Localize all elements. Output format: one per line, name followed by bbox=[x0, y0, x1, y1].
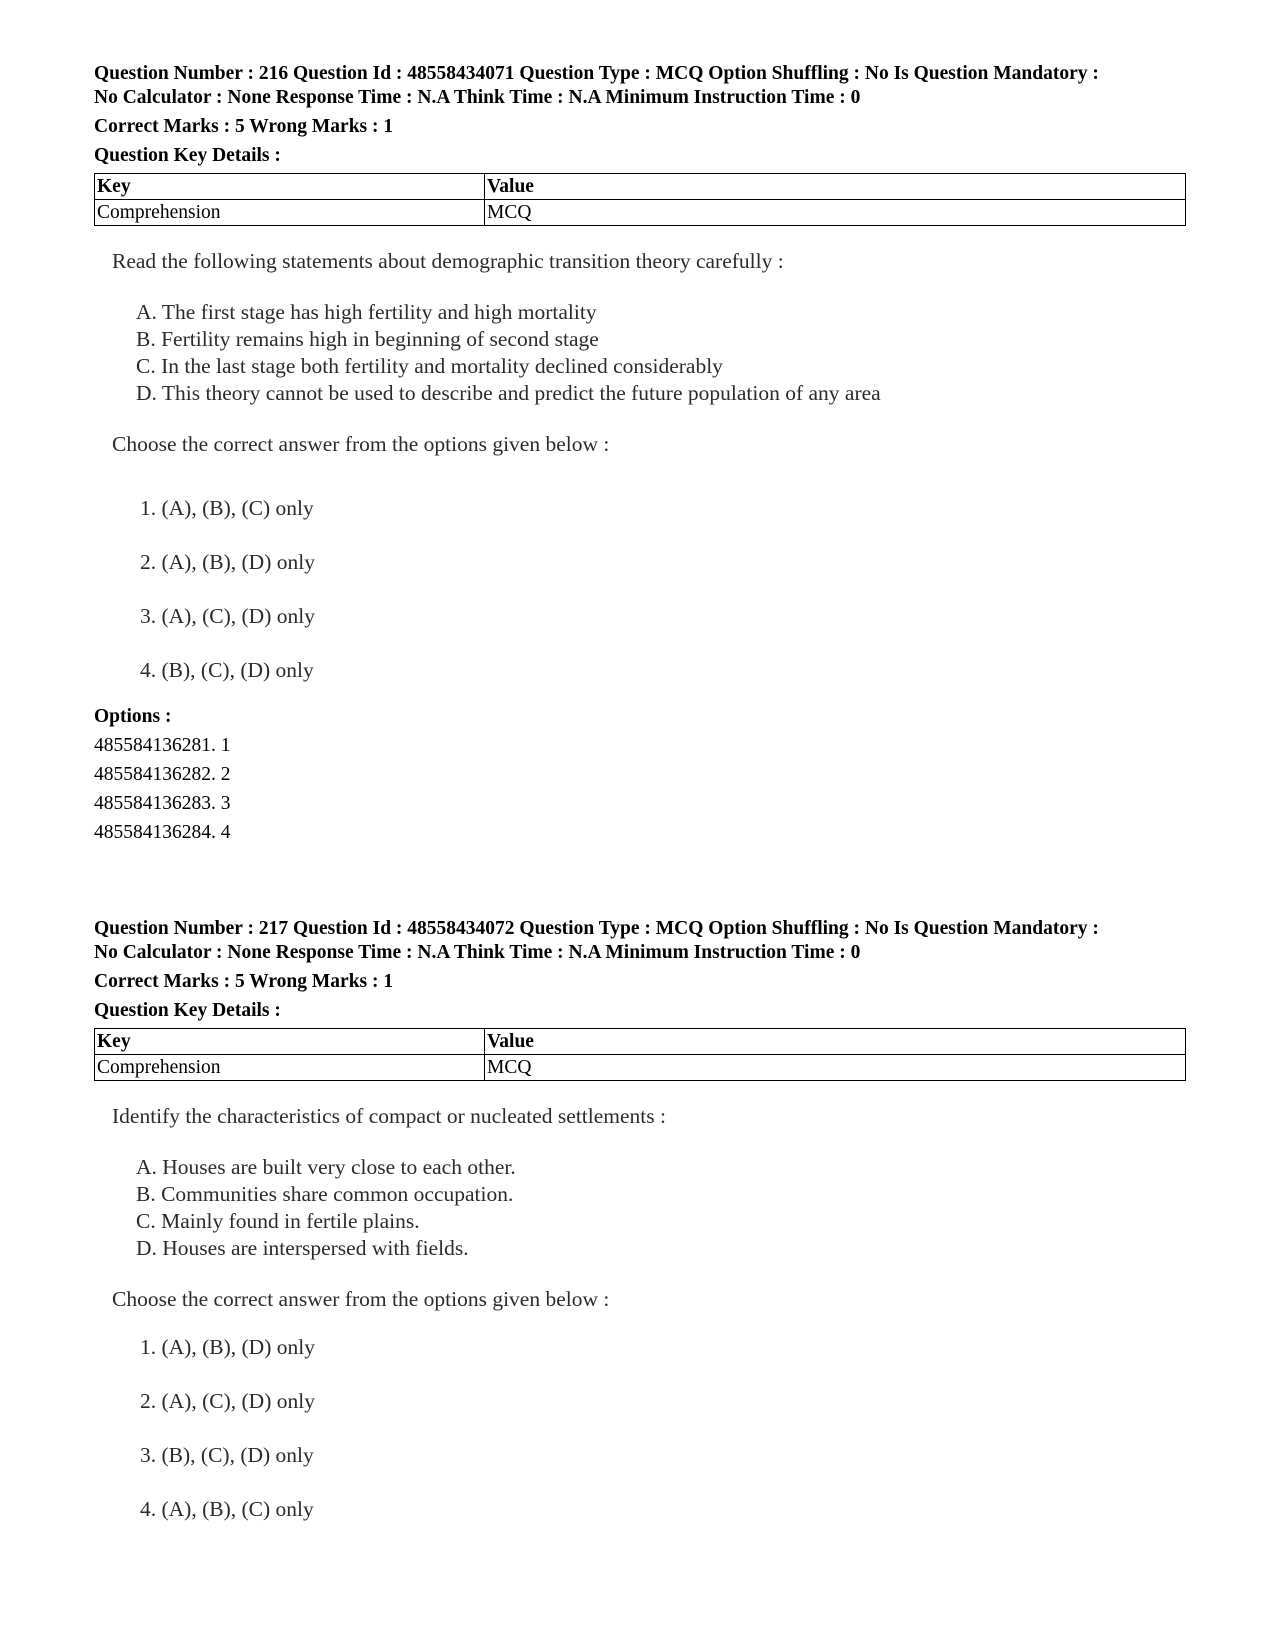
key-table-header-row bbox=[95, 1029, 1186, 1055]
key-column-header: Key bbox=[95, 174, 485, 200]
answer-choice-2: 2. (A), (C), (D) only bbox=[140, 1389, 315, 1413]
value-column-header: Value bbox=[485, 1029, 1186, 1055]
key-details-table bbox=[94, 1028, 1186, 1081]
question-header bbox=[94, 917, 1186, 965]
value-cell: MCQ bbox=[485, 200, 1186, 226]
answer-choice-1: 1. (A), (B), (C) only bbox=[140, 496, 314, 520]
value-column-header: Value bbox=[485, 174, 1186, 200]
option-id-2: 485584136282. 2 bbox=[94, 764, 231, 785]
option-id-4: 485584136284. 4 bbox=[94, 822, 231, 843]
key-cell: Comprehension bbox=[95, 1055, 485, 1081]
answer-choice-3: 3. (B), (C), (D) only bbox=[140, 1443, 314, 1467]
question-header-line1: Question Number : 217 Question Id : 48558434072 Question Type : MCQ Option Shuffling : No Is Question Mandatory : bbox=[94, 918, 1099, 939]
question-marks: Correct Marks : 5 Wrong Marks : 1 bbox=[94, 116, 394, 137]
question-header bbox=[94, 62, 1186, 110]
key-details-label: Question Key Details : bbox=[94, 145, 281, 166]
statement-c: C. In the last stage both fertility and mortality declined considerably bbox=[136, 354, 723, 378]
key-details-table bbox=[94, 173, 1186, 226]
question-header-line2: No Calculator : None Response Time : N.A Think Time : N.A Minimum Instruction Time : 0 bbox=[94, 942, 861, 963]
options-list bbox=[94, 731, 1186, 847]
question-body bbox=[94, 248, 1186, 697]
question-216 bbox=[94, 62, 1186, 847]
statement-a: A. Houses are built very close to each other. bbox=[136, 1155, 516, 1179]
statement-d: D. Houses are interspersed with fields. bbox=[136, 1236, 469, 1260]
question-header-line2: No Calculator : None Response Time : N.A Think Time : N.A Minimum Instruction Time : 0 bbox=[94, 87, 861, 108]
options-label: Options : bbox=[94, 706, 172, 727]
statement-a: A. The first stage has high fertility and high mortality bbox=[136, 300, 597, 324]
question-body bbox=[94, 1103, 1186, 1536]
choose-instruction: Choose the correct answer from the options given below : bbox=[112, 1287, 610, 1311]
key-table-header-row bbox=[95, 174, 1186, 200]
key-cell: Comprehension bbox=[95, 200, 485, 226]
key-column-header: Key bbox=[95, 1029, 485, 1055]
statement-list bbox=[136, 1154, 1186, 1262]
question-stem: Read the following statements about demographic transition theory carefully : bbox=[112, 249, 784, 273]
answer-choice-1: 1. (A), (B), (D) only bbox=[140, 1335, 315, 1359]
question-header-line1: Question Number : 216 Question Id : 48558434071 Question Type : MCQ Option Shuffling : No Is Question Mandatory : bbox=[94, 63, 1099, 84]
option-id-3: 485584136283. 3 bbox=[94, 793, 231, 814]
choose-instruction: Choose the correct answer from the options given below : bbox=[112, 432, 610, 456]
question-stem: Identify the characteristics of compact or nucleated settlements : bbox=[112, 1104, 666, 1128]
key-table-row bbox=[95, 200, 1186, 226]
statement-d: D. This theory cannot be used to describe and predict the future population of any area bbox=[136, 381, 881, 405]
answer-choice-4: 4. (A), (B), (C) only bbox=[140, 1497, 314, 1521]
answer-choice-list bbox=[140, 481, 1186, 697]
answer-choice-3: 3. (A), (C), (D) only bbox=[140, 604, 315, 628]
answer-choice-2: 2. (A), (B), (D) only bbox=[140, 550, 315, 574]
key-details-label: Question Key Details : bbox=[94, 1000, 281, 1021]
key-table-row bbox=[95, 1055, 1186, 1081]
statement-list bbox=[136, 299, 1186, 407]
statement-c: C. Mainly found in fertile plains. bbox=[136, 1209, 420, 1233]
answer-choice-list bbox=[140, 1320, 1186, 1536]
option-id-1: 485584136281. 1 bbox=[94, 735, 231, 756]
answer-choice-4: 4. (B), (C), (D) only bbox=[140, 658, 314, 682]
statement-b: B. Fertility remains high in beginning of second stage bbox=[136, 327, 599, 351]
question-marks: Correct Marks : 5 Wrong Marks : 1 bbox=[94, 971, 394, 992]
question-217 bbox=[94, 917, 1186, 1536]
value-cell: MCQ bbox=[485, 1055, 1186, 1081]
statement-b: B. Communities share common occupation. bbox=[136, 1182, 514, 1206]
